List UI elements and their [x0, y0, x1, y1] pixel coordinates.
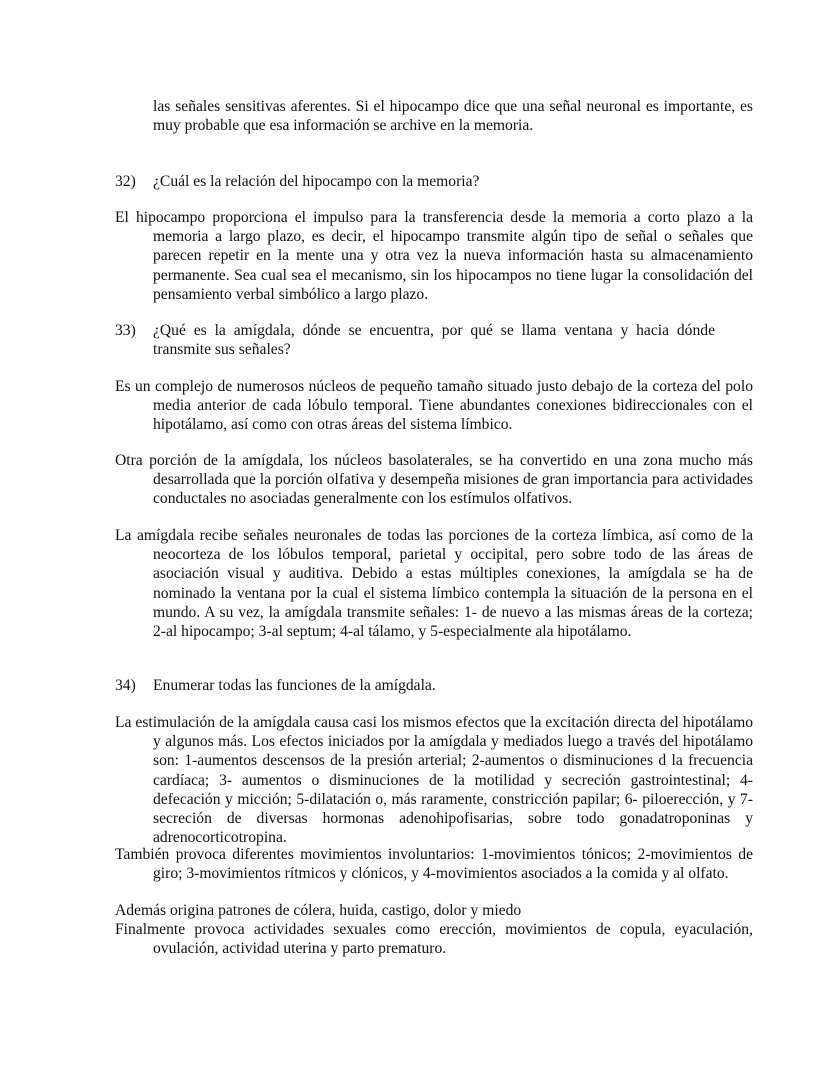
answer-paragraph: La estimulación de la amígdala causa casi los mismos efectos que la excitación directa del hipotálamo y algunos más. Los efectos iniciados por la amígdala y mediados luego a través del hipotálamo son: 1-aumentos descensos de la presión arterial; 2-aumentos o disminuciones d la frecuencia cardíaca; 3- aumentos o disminuciones de la motilidad y secreción gastrointestinal; 4-defecación y micción; 5-dilatación o, más raramente, constricción papilar; 6- piloerección, y 7-secreción de diversas hormonas adenohipofisarias, sobre todo gonadatroponinas y adrenocorticotropina. — [115, 714, 753, 847]
question-text: Enumerar todas las funciones de la amígdala. — [153, 677, 436, 694]
continuation-paragraph: las señales sensitivas aferentes. Si el hipocampo dice que una señal neuronal es importante, es muy probable que esa información se archive en la memoria. — [153, 98, 753, 135]
question-number: 34) — [115, 677, 136, 694]
question-number: 33) — [115, 322, 136, 339]
answer-paragraph: La amígdala recibe señales neuronales de todas las porciones de la corteza límbica, así como de la neocorteza de los lóbulos temporal, parietal y occipital, pero sobre todo de las áreas de asociación visual y auditiva. Debido a estas múltiples conexiones, la amígdala se ha de nominado la ventana por la cual el sistema límbico contempla la situación de la persona en el mundo. A su vez, la amígdala transmite señales: 1- de nuevo a las mismas áreas de la corteza; 2-al hipocampo; 3-al septum; 4-al tálamo, y 5-especialmente ala hipotálamo. — [115, 527, 753, 641]
answer-paragraph: También provoca diferentes movimientos involuntarios: 1-movimientos tónicos; 2-movimientos de giro; 3-movimientos rítmicos y clónicos, y 4-movimientos asociados a la comida y al olfato. — [115, 846, 753, 883]
answer-paragraph: Finalmente provoca actividades sexuales como erección, movimientos de copula, eyaculación, ovulación, actividad uterina y parto prematuro. — [115, 921, 753, 958]
answer-paragraph: El hipocampo proporciona el impulso para la transferencia desde la memoria a corto plazo a la memoria a largo plazo, es decir, el hipocampo transmite algún tipo de señal o señales que parecen repetir en la mente una y otra vez la nueva información hasta su almacenamiento permanente. Sea cual sea el mecanismo, sin los hipocampos no tiene lugar la consolidación del pensamiento verbal simbólico a largo plazo. — [115, 209, 753, 303]
question-text: ¿Qué es la amígdala, dónde se encuentra, por qué se llama ventana y hacia dónde transmite sus señales? — [153, 322, 715, 359]
question-number: 32) — [115, 173, 136, 190]
answer-paragraph: Otra porción de la amígdala, los núcleos basolaterales, se ha convertido en una zona mucho más desarrollada que la porción olfativa y desempeña misiones de gran importancia para actividades conductales no asociadas generalmente con los estímulos olfativos. — [115, 452, 753, 508]
question-32 — [115, 172, 715, 191]
question-34 — [115, 676, 715, 695]
answer-paragraph: Es un complejo de numerosos núcleos de pequeño tamaño situado justo debajo de la corteza del polo media anterior de cada lóbulo temporal. Tiene abundantes conexiones bidireccionales con el hipotálamo, así como con otras áreas del sistema límbico. — [115, 378, 753, 434]
answer-paragraph: Además origina patrones de cólera, huida, castigo, dolor y miedo — [115, 902, 522, 919]
question-text: ¿Cuál es la relación del hipocampo con la memoria? — [153, 173, 480, 190]
question-33 — [115, 321, 715, 359]
